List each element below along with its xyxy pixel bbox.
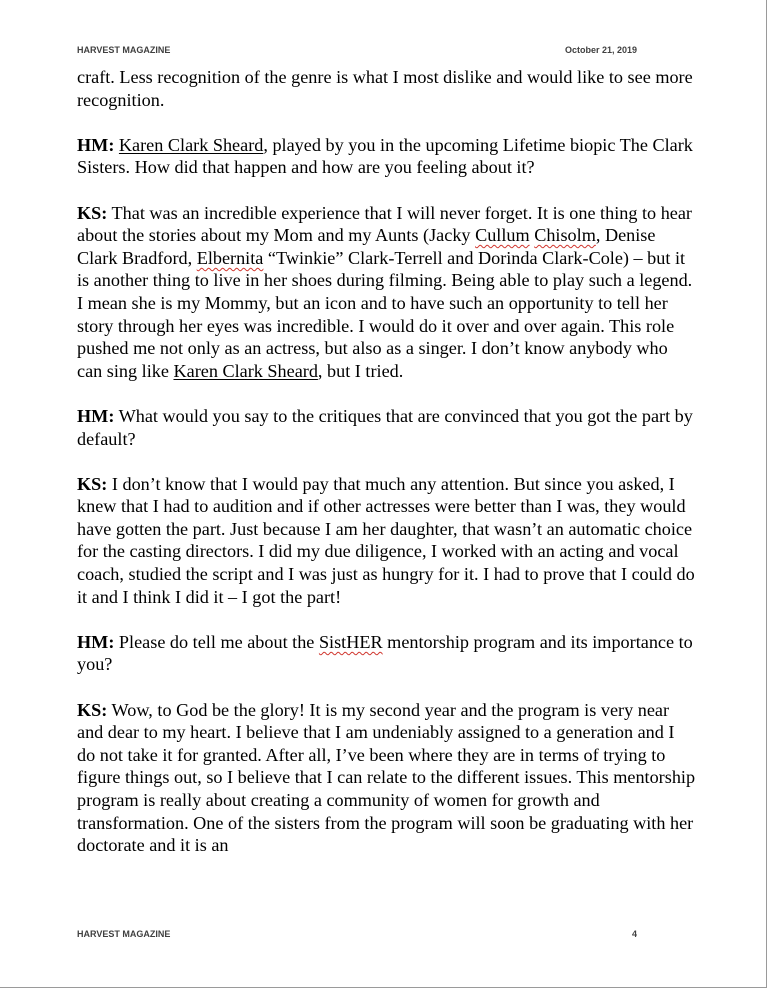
paragraph-text: craft. Less recognition of the genre is what I most dislike and would like to see more recognition. — [77, 67, 693, 110]
paragraph-text: That was an incredible experience that I will never forget. It is one thing to hear about the stories about my Mom and my Aunts (Jacky — [77, 202, 692, 246]
spellcheck-word: Chisolm — [534, 225, 596, 246]
page-header — [77, 45, 637, 55]
speaker-label: KS: — [77, 202, 108, 223]
spellcheck-word: Elbernita — [196, 247, 264, 268]
paragraph-text: , Denise Clark Bradford, — [77, 225, 656, 268]
page-footer — [77, 929, 637, 939]
page-number: 4 — [631, 929, 637, 939]
speaker-label: HM: — [77, 405, 115, 426]
paragraph-text: mentorship program and its importance to you? — [77, 631, 693, 675]
interview-question-2 — [77, 405, 697, 450]
paragraph-text: “Twinkie” Clark-Terrell and Dorinda Clark-Cole) – but it is another thing to live in her shoes during filming. Being able to play such a legend. I mean she is my Mommy, but an icon and to have such an opportunity to tell her story through her eyes was incredible. I would do it over and over again. This role pushed me not only as an actress, but also as a singer. I don’t know anybody who can sing like — [77, 247, 693, 381]
speaker-label: KS: — [77, 473, 108, 494]
spellcheck-word: Cullum — [475, 225, 530, 246]
speaker-label: HM: — [77, 134, 115, 155]
spellcheck-word: SistHER — [318, 631, 383, 652]
paragraph-text: What would you say to the critiques that are convinced that you got the part by default? — [77, 405, 693, 449]
paragraph-continuation — [77, 66, 697, 111]
paragraph-text: , played by you in the upcoming Lifetime biopic The Clark Sisters. How did that happen and how are you feeling about it? — [77, 134, 693, 178]
header-magazine-title: HARVEST MAGAZINE — [77, 45, 171, 55]
interview-answer-1 — [77, 202, 697, 383]
interview-question-1 — [77, 134, 697, 179]
header-date: October 21, 2019 — [564, 45, 637, 55]
interview-question-3 — [77, 631, 697, 676]
karen-clark-sheard-link[interactable]: Karen Clark Sheard — [118, 134, 264, 155]
paragraph-text: Wow, to God be the glory! It is my second year and the program is very near and dear to my heart. I believe that I am undeniably assigned to a generation and I do not take it for granted. After all, I’ve been where they are in terms of trying to figure things out, so I believe that I can relate to the different issues. This mentorship program is really about creating a community of women for growth and transformation. One of the sisters from the program will soon be graduating with her doctorate and it is an — [77, 699, 696, 856]
article-body — [77, 66, 697, 879]
speaker-label: KS: — [77, 699, 108, 720]
speaker-label: HM: — [77, 631, 115, 652]
interview-answer-2 — [77, 473, 697, 609]
interview-answer-3 — [77, 699, 697, 857]
footer-magazine-title: HARVEST MAGAZINE — [77, 929, 171, 939]
paragraph-text: I don’t know that I would pay that much any attention. But since you asked, I knew that I had to audition and if other actresses were better than I was, they would have gotten the part. Just because I am her daughter, that wasn’t an automatic choice for the casting directors. I did my due diligence, I worked with an acting and vocal coach, studied the script and I was just as hungry for it. I had to prove that I could do it and I think I did it – I got the part! — [77, 473, 695, 607]
paragraph-text: Please do tell me about the — [118, 631, 319, 652]
karen-clark-sheard-link[interactable]: Karen Clark Sheard — [173, 360, 318, 381]
paragraph-text: , but I tried. — [317, 360, 404, 381]
